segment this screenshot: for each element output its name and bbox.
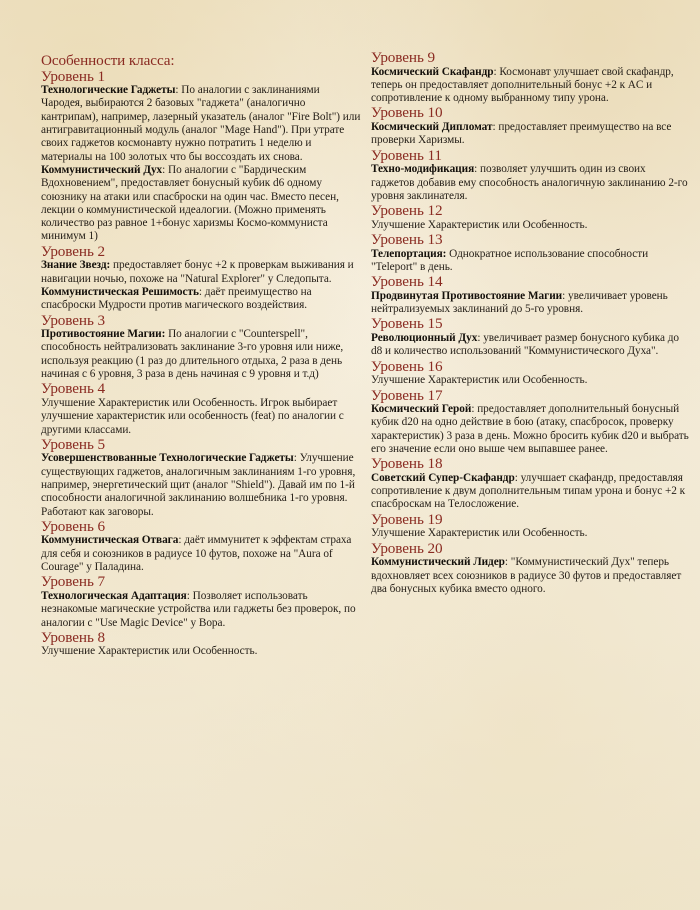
level-block <box>41 244 361 313</box>
feature-description: Однократное использование способности "Teleport" в день. <box>371 247 649 273</box>
feature-paragraph <box>371 290 691 317</box>
feature-description: : улучшает скафандр, предоставляя сопротивление к двум дополнительным типам урона и бонус +2 к спасброскам на Телосложение. <box>371 471 686 511</box>
feature-name: Космический Герой <box>371 403 472 416</box>
feature-description: : предоставляет дополнительный бонусный кубик d20 на одно действие в бою (атаку, спасбросок, проверку характеристик) 3 раза в день. Можно бросить кубик d20 и выбрать его значение если оно выше чем выпавшее ранее. <box>371 403 689 455</box>
feature-description: : Космонавт улучшает свой скафандр, теперь он предоставляет дополнительный бонус +2 к AC и сопротивление к одному выбранному типу урона. <box>371 65 674 105</box>
feature-paragraph <box>371 332 691 359</box>
feature-name: Коммунистический Лидер <box>371 556 505 569</box>
level-block <box>41 313 361 382</box>
feature-paragraph <box>371 556 691 596</box>
feature-description: : увеличивает размер бонусного кубика до d8 и количество использований "Коммунистического Духа". <box>371 332 680 358</box>
level-heading: Уровень 6 <box>41 517 105 535</box>
feature-name: Техно-модификация <box>371 163 475 176</box>
level-heading: Уровень 16 <box>371 357 443 375</box>
right-column <box>371 50 691 596</box>
feature-name: Технологическая Адаптация <box>41 589 187 602</box>
feature-name: Революционный Дух <box>371 332 478 345</box>
level-heading: Уровень 8 <box>41 628 105 646</box>
level-heading: Уровень 20 <box>371 539 443 557</box>
feature-name: Космический Дипломат <box>371 121 493 134</box>
feature-paragraph <box>41 328 361 381</box>
feature-paragraph <box>371 219 691 232</box>
feature-paragraph <box>371 66 691 106</box>
feature-paragraph <box>41 84 361 164</box>
feature-name: Знание Звезд: <box>41 259 111 272</box>
feature-paragraph <box>371 403 691 456</box>
level-heading: Уровень 7 <box>41 573 105 591</box>
feature-paragraph <box>41 452 361 518</box>
level-heading: Уровень 3 <box>41 311 105 329</box>
level-block <box>41 381 361 436</box>
feature-description: Улучшение Характеристик или Особенность. <box>371 527 588 540</box>
level-heading: Уровень 15 <box>371 315 443 333</box>
feature-name: Продвинутая Противостояние Магии <box>371 289 563 302</box>
feature-paragraph <box>41 397 361 437</box>
feature-description: : Улучшение существующих гаджетов, аналогичным заклинаниям 1-го уровня, например, энергетический щит (аналог "Shield"). Давай им по 1-й способности аналогичной заклинанию волшебника 1-го уровня. Работают как заговоры. <box>41 452 356 518</box>
level-block <box>41 574 361 629</box>
feature-description: Улучшение Характеристик или Особенность. <box>371 218 588 231</box>
feature-paragraph <box>371 163 691 203</box>
level-block <box>41 630 361 659</box>
feature-paragraph <box>371 121 691 148</box>
feature-description: : предоставляет преимущество на все проверки Харизмы. <box>371 121 672 147</box>
feature-name: Усовершенствованные Технологические Гаджеты <box>41 452 294 465</box>
feature-description: Улучшение Характеристик или Особенность. <box>41 645 258 658</box>
level-block <box>371 203 691 232</box>
left-levels <box>41 69 361 659</box>
feature-description: : "Коммунистический Дух" теперь вдохновляет всех союзников в радиусе 30 футов и предоставляет два бонусных кубика вместо одного. <box>371 556 682 595</box>
feature-name: Противостояние Магии: <box>41 328 166 341</box>
level-block <box>371 232 691 274</box>
level-heading: Уровень 1 <box>41 67 105 85</box>
feature-description: Улучшение Характеристик или Особенность. Игрок выбирает улучшение характеристик или особенность (feat) по аналогии с другими классами. <box>41 396 344 436</box>
feature-description: : Позволяет использовать незнакомые магические устройства или гаджеты без проверок, по аналогии с "Use Magic Device" у Вора. <box>41 589 356 629</box>
level-block <box>371 359 691 388</box>
feature-description: : увеличивает уровень нейтрализуемых заклинаний до 5-го уровня. <box>371 289 668 316</box>
feature-paragraph <box>41 259 361 286</box>
feature-description: предоставляет бонус +2 к проверкам выживания и навигации ночью, похоже на "Natural Explorer" у Следопыта. <box>41 259 354 285</box>
feature-paragraph <box>41 164 361 244</box>
feature-description: : позволяет улучшить один из своих гаджетов добавив ему способность аналогичную заклинанию 2-го уровня заклинателя. <box>371 163 688 202</box>
level-heading: Уровень 5 <box>41 435 105 453</box>
feature-description: Улучшение Характеристик или Особенность. <box>371 374 588 387</box>
level-heading: Уровень 19 <box>371 510 443 528</box>
feature-paragraph <box>371 527 691 540</box>
feature-description: : даёт иммунитет к эффектам страха для себя и союзников в радиусе 10 футов, похоже на "Aura of Courage" у Паладина. <box>41 534 352 574</box>
feature-paragraph <box>371 374 691 387</box>
level-block <box>41 69 361 244</box>
right-levels <box>371 50 691 596</box>
feature-name: Советский Супер-Скафандр <box>371 471 515 484</box>
level-heading: Уровень 17 <box>371 386 443 404</box>
level-block <box>41 519 361 574</box>
feature-paragraph <box>41 286 361 313</box>
feature-name: Телепортация: <box>371 247 447 260</box>
level-block <box>371 512 691 541</box>
level-heading: Уровень 4 <box>41 380 105 398</box>
level-heading: Уровень 11 <box>371 146 442 164</box>
level-block <box>371 50 691 105</box>
feature-description: : По аналогии с заклинаниями Чародея, выбираются 2 базовых "гаджета" (аналогично кантрипам), например, лазерный указатель (аналог "Fire Bolt") или антигравитационный модуль (аналог "Mage Hand"). При утрате своих гаджетов космонавту нужно потратить 1 неделю и материалы на 100 золотых что бы воссоздать их снова. <box>41 84 361 163</box>
level-heading: Уровень 12 <box>371 202 443 220</box>
level-block <box>371 541 691 596</box>
level-heading: Уровень 13 <box>371 231 443 249</box>
feature-name: Коммунистический Дух <box>41 163 163 176</box>
feature-name: Коммунистическая Решимость <box>41 285 199 298</box>
level-block <box>371 274 691 316</box>
left-column <box>41 53 361 659</box>
level-block <box>371 148 691 203</box>
level-heading: Уровень 10 <box>371 104 443 122</box>
feature-paragraph <box>41 534 361 574</box>
level-block <box>371 388 691 457</box>
feature-description: : По аналогии с "Бардическим Вдохновением", предоставляет бонусный кубик d6 одному союзнику на атаки или спасброски на один час. Вместо песен, лекции о коммунистической идеалогии. (Можно применять количество раз равное 1+бонус харизмы Космо-коммуниста минимум 1) <box>41 163 339 243</box>
feature-name: Технологические Гаджеты <box>41 84 176 97</box>
feature-description: : даёт преимущество на спасброски Мудрости против магического воздействия. <box>41 285 312 312</box>
level-heading: Уровень 9 <box>371 49 435 66</box>
level-block <box>41 437 361 519</box>
feature-paragraph <box>371 472 691 512</box>
feature-paragraph <box>41 590 361 630</box>
level-block <box>371 456 691 511</box>
feature-paragraph <box>41 645 361 658</box>
feature-paragraph <box>371 248 691 275</box>
feature-name: Коммунистическая Отвага <box>41 534 179 547</box>
level-heading: Уровень 2 <box>41 242 105 260</box>
level-heading: Уровень 18 <box>371 455 443 473</box>
level-block <box>371 105 691 147</box>
feature-name: Космический Скафандр <box>371 65 494 78</box>
feature-description: По аналогии с "Counterspell", способность нейтрализовать заклинание 3-го уровня или ниже, используя реакцию (1 раз до длительного отдыха, 2 раза в день начиная с 6 уровня, 3 раза в день начиная с 9 уровня и т.д) <box>41 328 344 381</box>
level-block <box>371 316 691 358</box>
level-heading: Уровень 14 <box>371 273 443 291</box>
section-title: Особенности класса: <box>41 52 175 69</box>
